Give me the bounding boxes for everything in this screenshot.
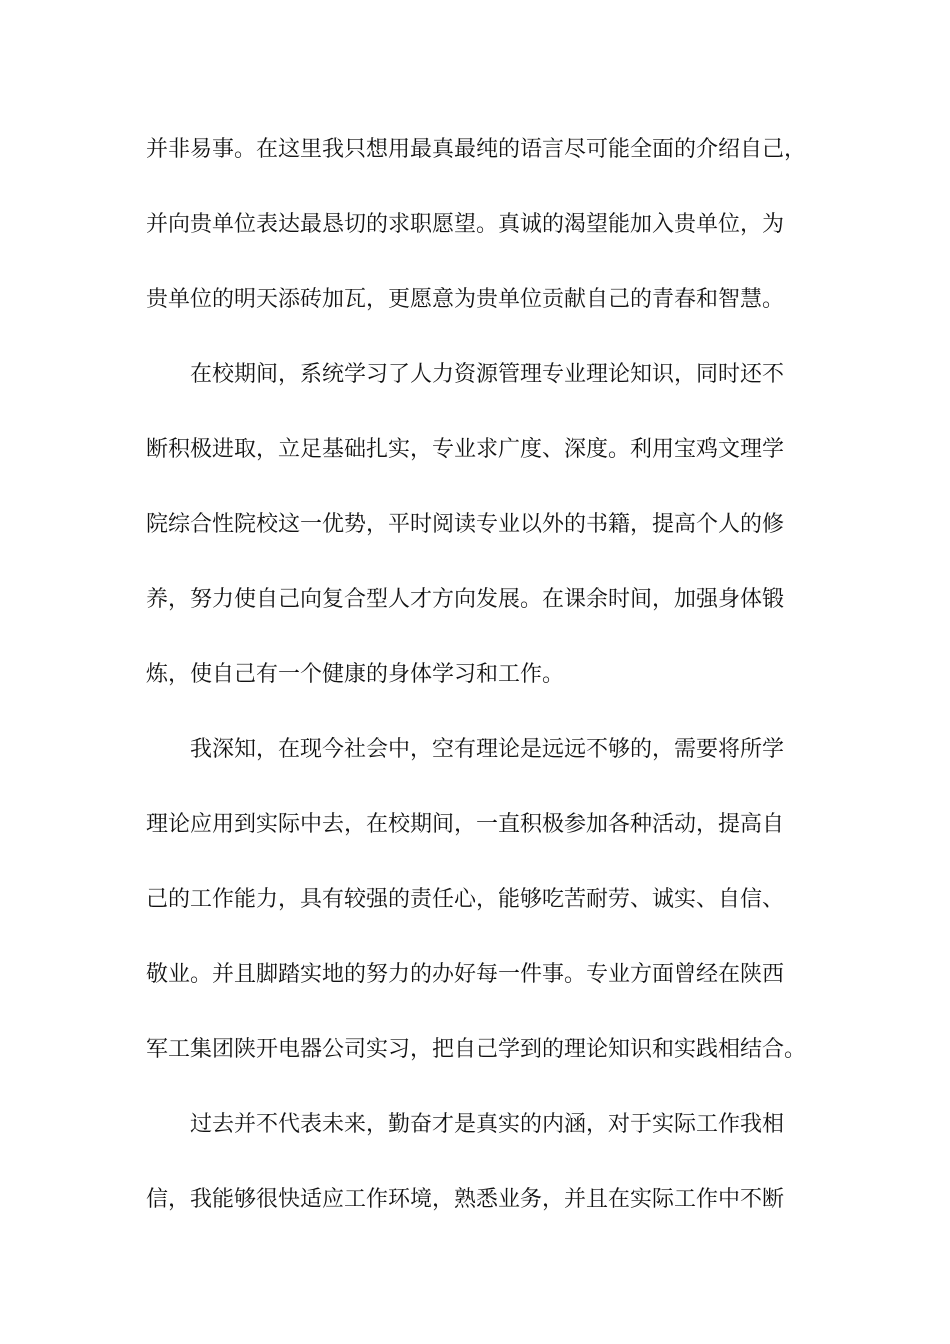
paragraph-first-line: 我深知，在现今社会中，空有理论是远远不够的，需要将所学 [190, 737, 785, 762]
text-line: 贵单位的明天添砖加瓦，更愿意为贵单位贡献自己的青春和智慧。 [146, 287, 785, 312]
text-line: 己的工作能力，具有较强的责任心，能够吃苦耐劳、诚实、自信、 [146, 887, 785, 912]
paragraph-first-line: 过去并不代表未来，勤奋才是真实的内涵，对于实际工作我相 [190, 1112, 785, 1137]
text-line: 军工集团陕开电器公司实习，把自己学到的理论知识和实践相结合。 [146, 1037, 807, 1062]
text-line: 并向贵单位表达最恳切的求职愿望。真诚的渴望能加入贵单位，为 [146, 212, 785, 237]
text-line: 敬业。并且脚踏实地的努力的办好每一件事。专业方面曾经在陕西 [146, 962, 785, 987]
text-line: 断积极进取，立足基础扎实，专业求广度、深度。利用宝鸡文理学 [146, 437, 785, 462]
text-line: 信，我能够很快适应工作环境，熟悉业务，并且在实际工作中不断 [146, 1187, 785, 1212]
text-line: 养，努力使自己向复合型人才方向发展。在课余时间，加强身体锻 [146, 587, 785, 612]
text-line: 理论应用到实际中去，在校期间，一直积极参加各种活动，提高自 [146, 812, 785, 837]
paragraph-first-line: 在校期间，系统学习了人力资源管理专业理论知识，同时还不 [190, 362, 785, 387]
text-line: 炼，使自己有一个健康的身体学习和工作。 [146, 662, 565, 687]
document-body [146, 130, 826, 1255]
text-line: 并非易事。在这里我只想用最真最纯的语言尽可能全面的介绍自己， [146, 137, 807, 162]
text-line: 院综合性院校这一优势，平时阅读专业以外的书籍，提高个人的修 [146, 512, 785, 537]
